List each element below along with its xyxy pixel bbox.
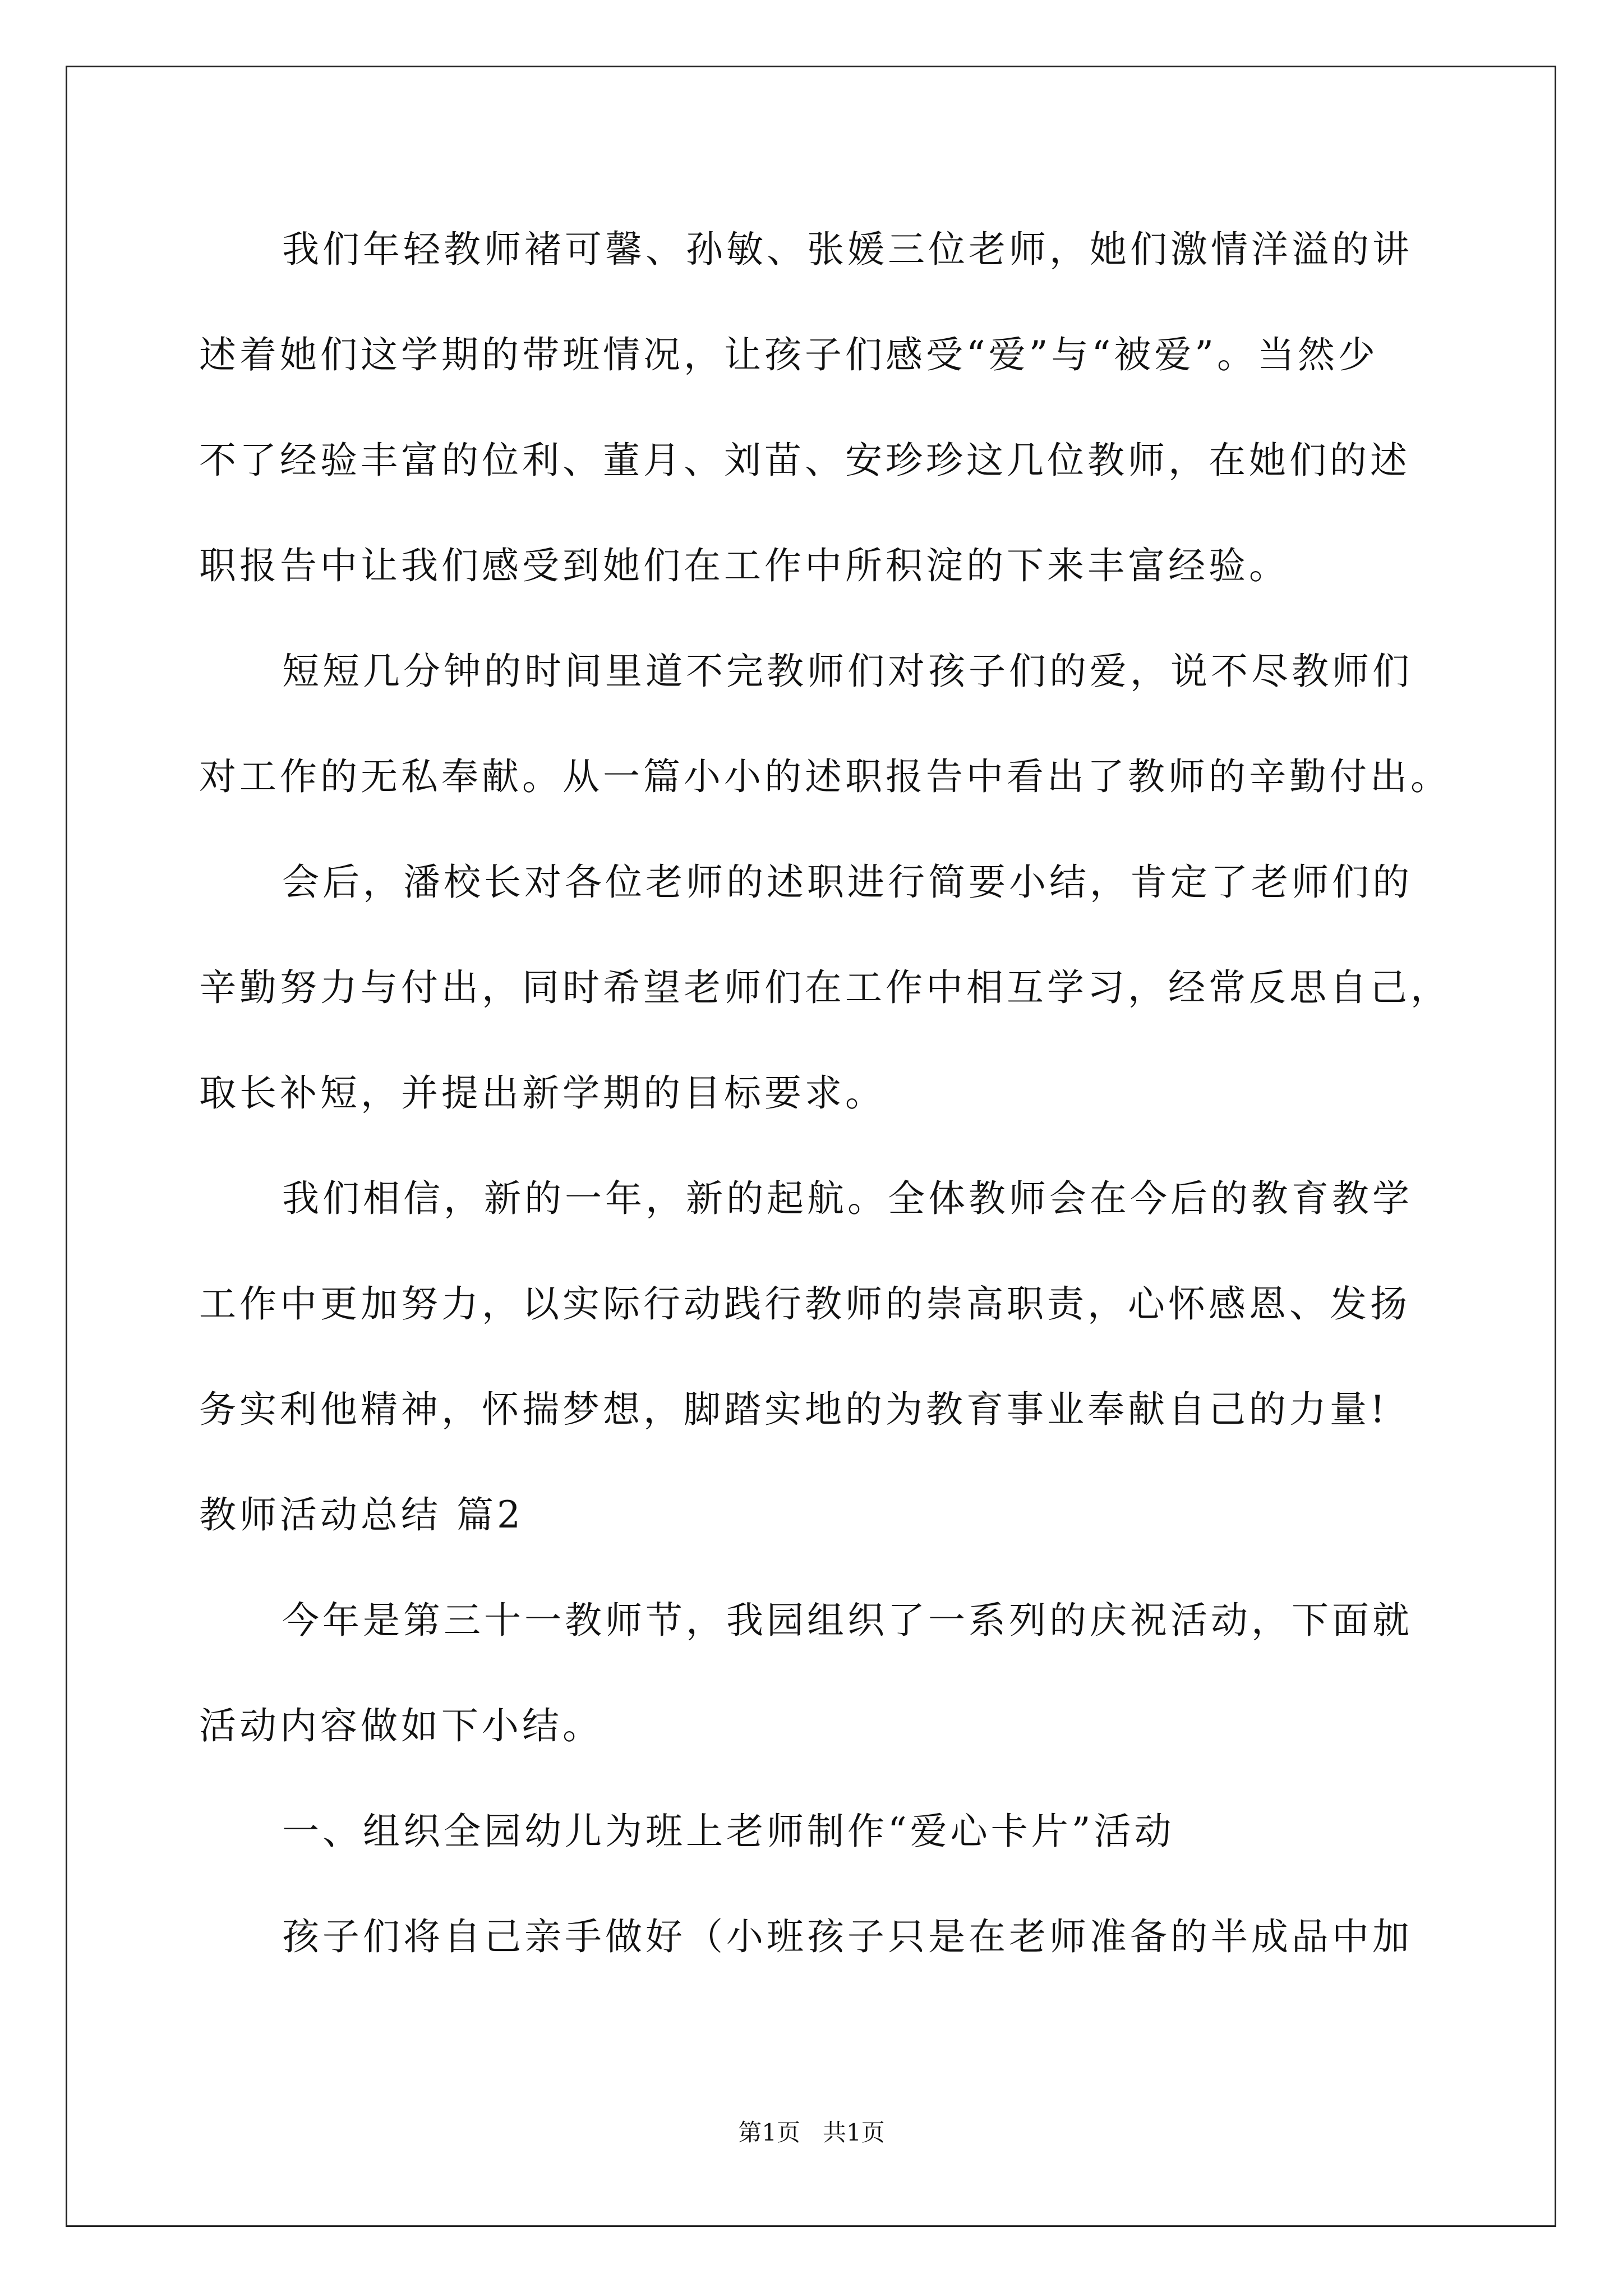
list-heading: 一、组织全园幼儿为班上老师制作“爱心卡片”活动 <box>282 1810 1175 1853</box>
paragraph-line: 短短几分钟的时间里道不完教师们对孩子们的爱，说不尽教师们 <box>282 650 1413 693</box>
paragraph-line: 述着她们这学期的带班情况，让孩子们感受“爱”与“被爱”。当然少 <box>199 333 1378 376</box>
paragraph-line: 我们年轻教师褚可馨、孙敏、张媛三位老师，她们激情洋溢的讲 <box>282 228 1413 271</box>
section-heading: 教师活动总结 篇2 <box>199 1493 524 1536</box>
paragraph-line: 务实利他精神，怀揣梦想，脚踏实地的为教育事业奉献自己的力量! <box>199 1388 1389 1431</box>
paragraph-line: 会后，潘校长对各位老师的述职进行简要小结，肯定了老师们的 <box>282 861 1413 904</box>
paragraph-line: 活动内容做如下小结。 <box>199 1704 603 1747</box>
paragraph-line: 今年是第三十一教师节，我园组织了一系列的庆祝活动，下面就 <box>282 1599 1413 1642</box>
page-border <box>66 66 1556 2227</box>
paragraph-line: 我们相信，新的一年，新的起航。全体教师会在今后的教育教学 <box>282 1177 1413 1220</box>
paragraph-line: 不了经验丰富的位利、董月、刘苗、安珍珍这几位教师，在她们的述 <box>199 439 1410 482</box>
paragraph-line: 对工作的无私奉献。从一篇小小的述职报告中看出了教师的辛勤付出。 <box>199 755 1451 798</box>
paragraph-line: 取长补短，并提出新学期的目标要求。 <box>199 1071 886 1115</box>
paragraph-line: 职报告中让我们感受到她们在工作中所积淀的下来丰富经验。 <box>199 544 1289 587</box>
paragraph-line: 工作中更加努力，以实际行动践行教师的崇高职责，心怀感恩、发扬 <box>199 1282 1410 1326</box>
page-footer: 第1页 共1页 <box>738 2119 885 2146</box>
paragraph-line: 辛勤努力与付出，同时希望老师们在工作中相互学习，经常反思自己， <box>199 966 1451 1009</box>
paragraph-line: 孩子们将自己亲手做好（小班孩子只是在老师准备的半成品中加 <box>282 1915 1413 1958</box>
